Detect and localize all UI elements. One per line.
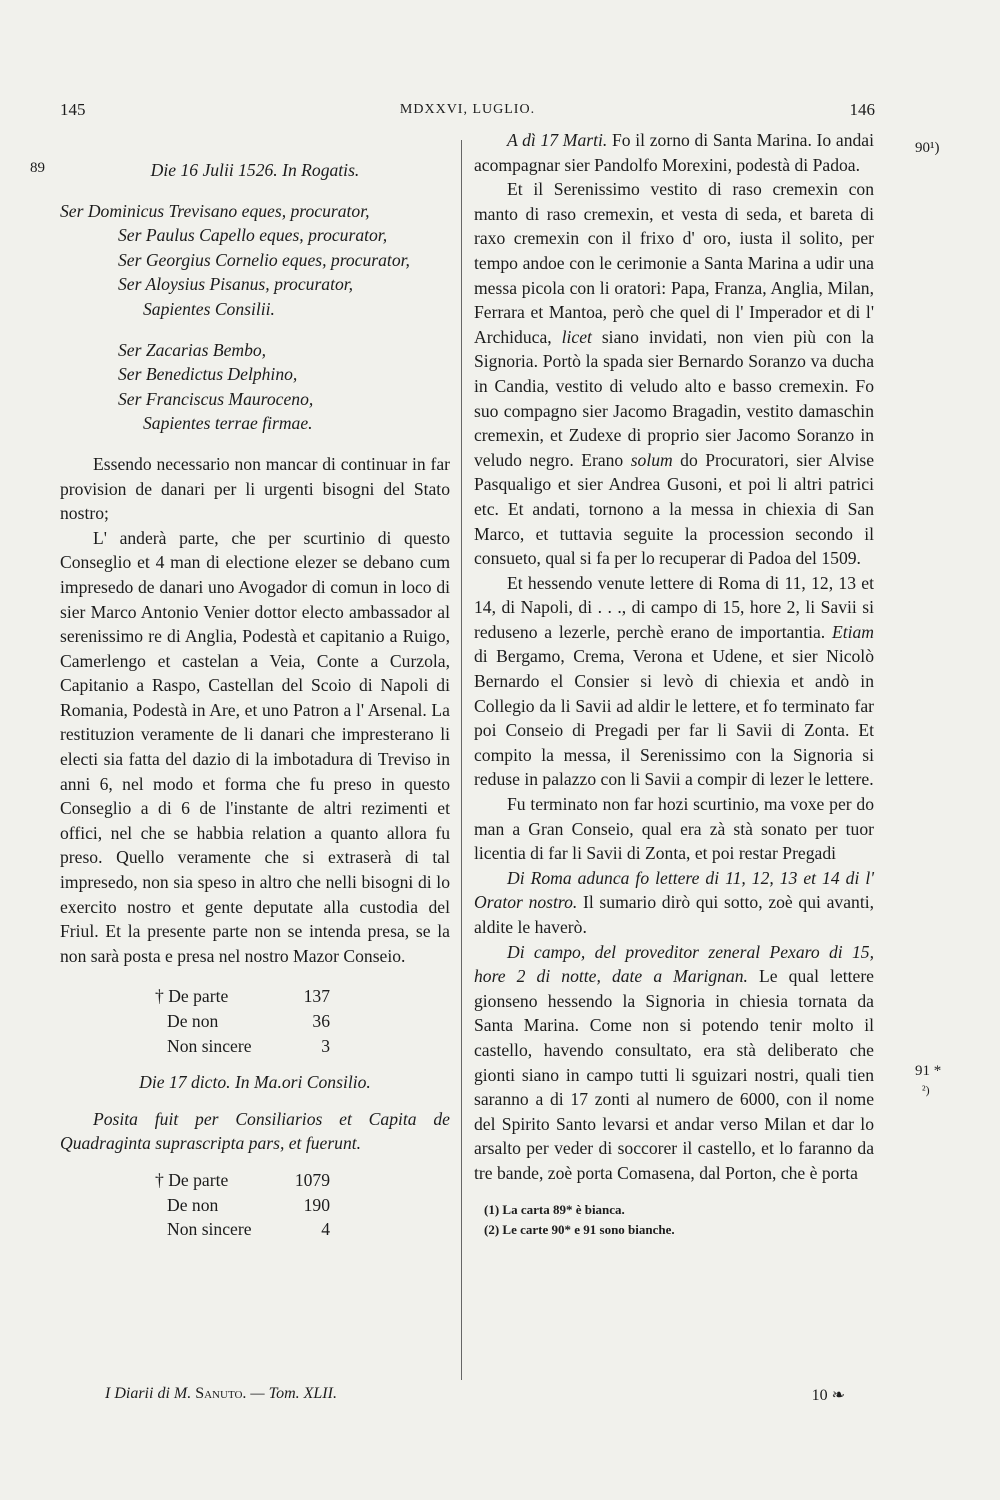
column-divider — [461, 140, 462, 1380]
vote-count: 1079 — [294, 1169, 330, 1190]
paragraph-text: Il sumario dirò qui sotto, zoè qui avanti, aldite le haverò. — [474, 892, 874, 937]
name-line: Ser Dominicus Trevisano eques, procurator, — [60, 200, 370, 221]
vote-label: De non — [167, 1011, 219, 1031]
paragraph — [474, 940, 874, 1186]
running-header — [60, 100, 875, 130]
paragraph — [474, 128, 874, 177]
footnote: (2) Le carte 90* e 91 sono bianche. — [484, 1221, 675, 1237]
margin-note-ref: ²) — [922, 1083, 930, 1097]
name-line: Ser Georgius Cornelio eques, procurator, — [118, 249, 410, 270]
name-line: Ser Franciscus Mauroceno, — [118, 388, 314, 409]
vote-count: 3 — [321, 1035, 330, 1056]
group-label: Sapientes Consilii. — [143, 298, 275, 319]
name-line: Ser Paulus Capello eques, procurator, — [118, 225, 388, 246]
italic-term: solum — [630, 449, 673, 470]
page-footer — [105, 1385, 870, 1403]
paragraph: L' anderà parte, che per scurtinio di questo Conseglio et 4 man di electione elezer se debano cum impresedo de danari uno Avogador di comun in loco di sier Marco Antonio Venier dottor electo ambassador al serenissimo re di Anglia, Podestà et capitanio a Ruigo, Camerlengo et castelan a Veia, Conte a Curzola, Capitanio a Raspo, Castellan del Scoio di Napoli di Romania, Podestà in Are, et uno Patron a l' Arsenal. La restituzion veramente de li danari che impresterano li electi sia fatta del dazio di la imbotadura di Treviso in anni 6, nel modo et forma che fu preso in questo Conseglio a di 6 de l'instante de altri rezimenti et offici, nel che se habbia relation a quanto allora fu preso. Quello veramente che si extraserà di tal impresedo, non sia speso in altro che nelli bisogni di lo exercito nostro et gente deputate alla custodia del Friul. Et la presente parte non se intenda presa, se la non sarà posta e presa nel nostro Mazor Conseio. — [60, 527, 450, 966]
paragraph-text: Le qual lettere gionseno hessendo la Signoria in chiesia tornata da Santa Marina. Come non si potendo tenir molto il castello, havendo consultato, era stà deliberato che gionti siano in campo tutti li sguizari nostri, quali tien saranno a di 17 zonti al numero de 6000, con il nome del Spirito Santo levarsi et andar verso Milan et dar lo arsalto per veder di soccorer il castello, et lo faranno da tre bande, zoè porta Comasena, dal Porton, che è porta — [474, 966, 874, 1183]
paragraph-text: Et hessendo venute lettere di Roma di 11, 12, 13 et 14, di Napoli, di . . ., di campo di 15, hore 2, li Savii si reduseno a lezerle, perchè erano de importantia. — [474, 572, 874, 642]
date-heading: A dì 17 Marti. — [507, 130, 608, 150]
name-line: Ser Benedictus Delphino, — [118, 364, 298, 385]
letter-heading: Di Roma adunca fo lettere di 11, 12, 13 et 14 di l' Orator nostro. — [474, 867, 874, 913]
letter-heading: Di campo, del proveditor zeneral Pexaro di 15, hore 2 di notte, date a Marignan. — [474, 941, 874, 987]
vote-tally — [155, 984, 450, 1058]
paragraph: Posita fuit per Consiliarios et Capita de Quadraginta suprascripta pars, et fuerunt. — [60, 1108, 450, 1154]
section-title: Die 16 Julii 1526. In Rogatis. — [150, 160, 360, 180]
vote-label: † De parte — [155, 1169, 229, 1190]
footnote: (1) La carta 89* è bianca. — [484, 1201, 625, 1217]
vote-tally — [155, 1168, 450, 1242]
vote-count: 137 — [303, 986, 330, 1007]
paragraph — [474, 177, 874, 571]
paragraph-text: di Bergamo, Crema, Verona et Udene, et sier Nicolò Bernardo el Consier si levò di chiexia et andò in Collegio da li Savii ad aldir le lettere, et fo terminato far poi Conseio di Pregadi per far li Savii di Zonta. Et compito la messa, il Serenissimo con la Signoria si reduse in palazzo con li Savii a compir di lezer le lettere. — [474, 646, 874, 790]
paragraph — [474, 866, 874, 940]
paragraph-text: Fo il zorno di Santa Marina. Io andai acompagnar sier Pandolfo Morexini, podestà di Padoa. — [474, 130, 874, 175]
footer-title: I Diarii di M. — [105, 1385, 192, 1402]
italic-term: licet — [561, 326, 592, 347]
paragraph: Essendo necessario non mancar di continuar in far provision de danari per li urgenti bisogni del Stato nostro; — [60, 453, 450, 524]
footer-volume: — Tom. XLII. — [246, 1385, 337, 1402]
page-number-left: 145 — [60, 100, 86, 119]
paragraph-text: do Procuratori, sier Alvise Pasqualigo et sier Andrea Gusoni, et poi li altri patrici etc. Et andati, tornono a la messa in chiexia di San Marco, et tuttavia seguite la processiоn secondo il consueto, qual si fa per lo recuperar di Padoa del 1509. — [474, 449, 875, 569]
vote-count: 4 — [321, 1219, 330, 1240]
vote-label: De non — [167, 1194, 219, 1215]
page-number-right: 146 — [849, 100, 875, 119]
margin-folio-89: 89 — [30, 160, 45, 176]
name-line: Ser Aloysius Pisanus, procurator, — [118, 274, 354, 295]
footer-author: Sanuto. — [195, 1385, 247, 1402]
margin-folio-91: 91 * — [915, 1063, 942, 1079]
margin-folio-90: 90¹) — [915, 140, 940, 156]
paragraph: Fu terminato non far hozi scurtinio, ma voxe per do man a Gran Conseio, qual era zà stà sonato per tuor licentia di far li Savii di Zonta, et poi restar Pregadi — [474, 794, 874, 864]
italic-term: Etiam — [831, 621, 874, 642]
vote-label: † De parte — [155, 986, 229, 1007]
paragraph-text: Et il Serenissimo vestito di raso cremexin con manto di raso cremexin, et vesta di seda, et bareta di raxo cremexin con il frixo d' oro, iusta il solito, per tempo andoe con le cerimonie a Santa Marina a udir una messa picola con li oratori: Papa, Franza, Anglia, Milan, Ferrara et Mantoa, però che quel di l' Imperador et di l' Archiduca, — [474, 179, 874, 347]
vote-count: 36 — [312, 1011, 330, 1031]
name-line: Ser Zacarias Bembo, — [118, 339, 267, 360]
group-label: Sapientes terrae firmae. — [143, 413, 313, 434]
vote-label: Non sincere — [167, 1219, 252, 1240]
paragraph — [474, 571, 874, 792]
signature-mark: 10 ❧ — [811, 1387, 845, 1404]
right-column — [474, 128, 874, 1240]
left-column — [60, 128, 450, 1242]
running-title: MDXXVI, LUGLIO. — [399, 102, 536, 117]
paragraph-text: siano invidati, non vien più con la Signoria. Portò la spada sier Bernardo Soranzo va ducha in Candia, vestito di veludo alto e basso cremexin. Fo suo compagno sier Jacomo Bragadin, vestito damaschin cremexin, et Zudexe di proprio sier Jacomo Soranzo in veludo negro. Erano — [474, 326, 874, 470]
section-title: Die 17 dicto. In Ma.ori Consilio. — [139, 1072, 371, 1093]
vote-count: 190 — [303, 1194, 330, 1215]
footnotes — [474, 1200, 874, 1240]
vote-label: Non sincere — [167, 1035, 252, 1056]
